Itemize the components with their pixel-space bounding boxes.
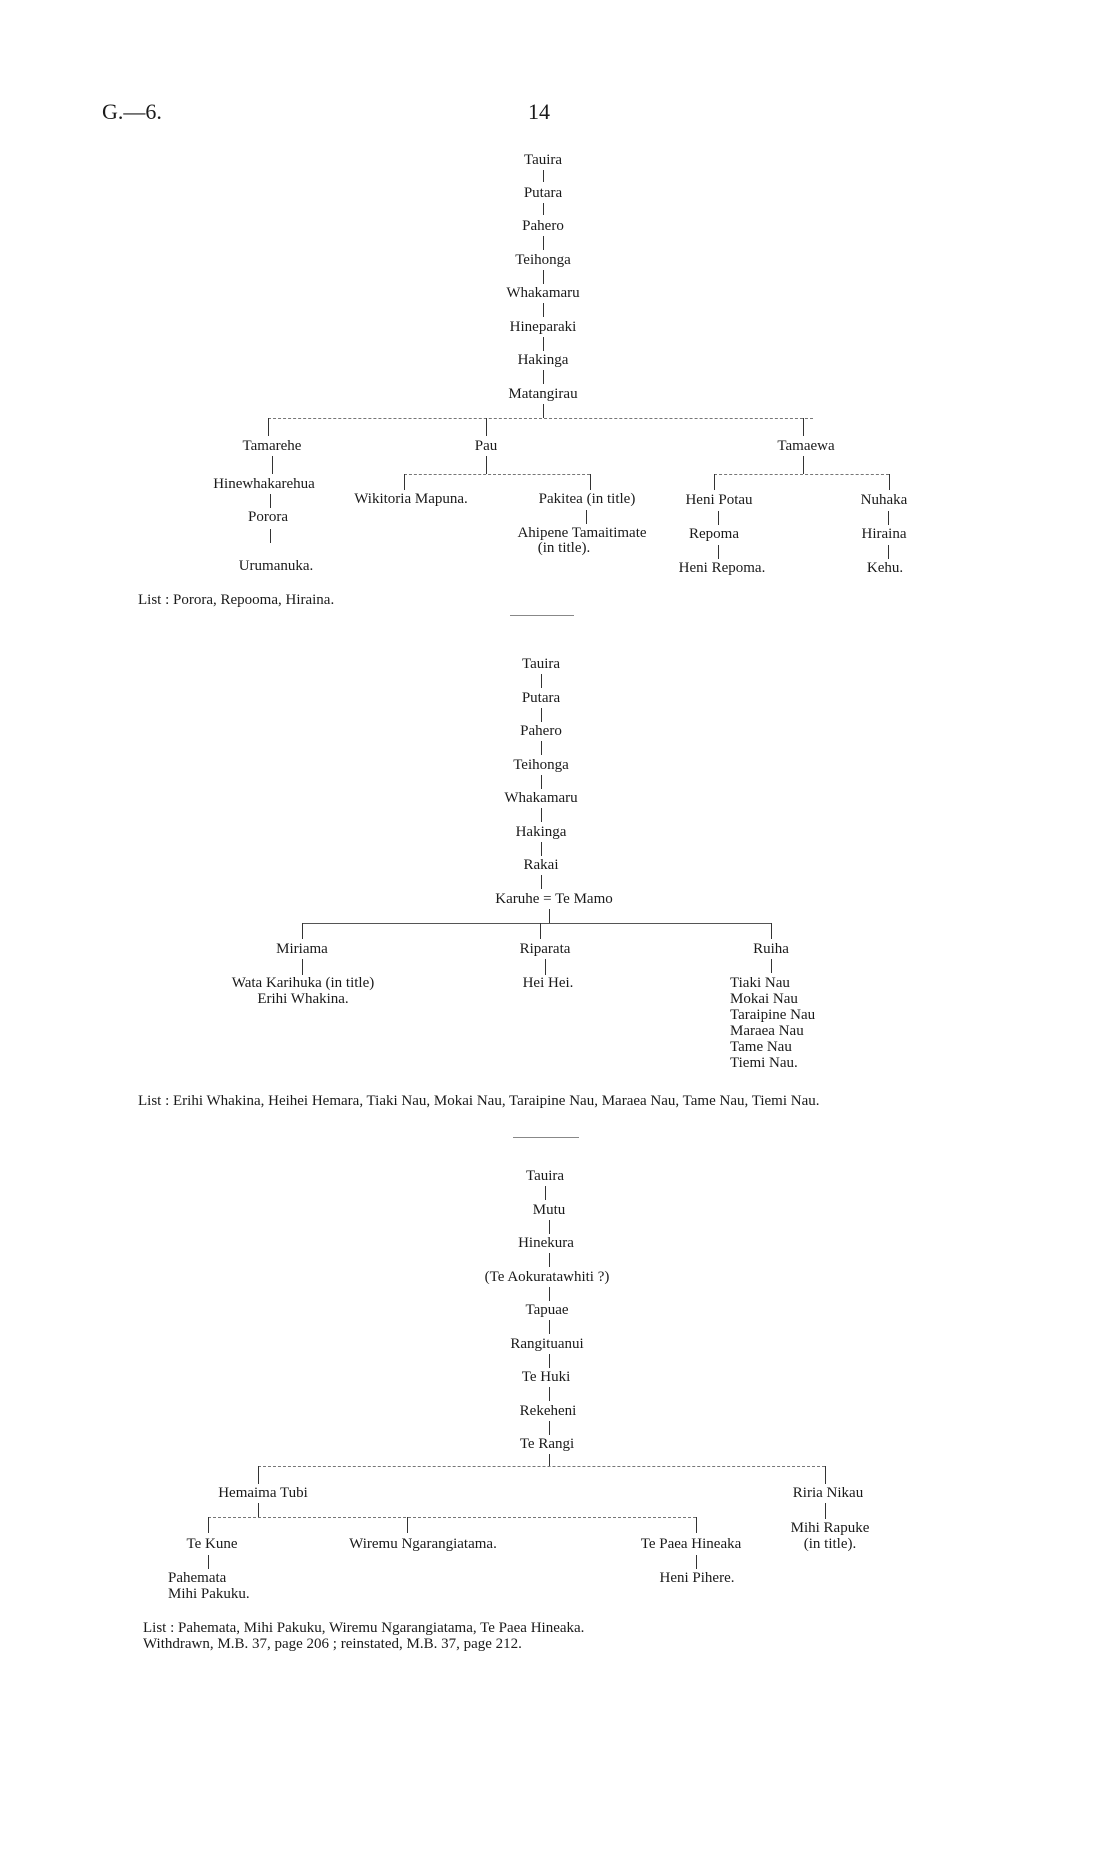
tree1-connector [272,456,273,474]
tree1-pau: Pau [474,438,498,454]
tree1-descendant: Heni Potau [685,492,753,508]
tree3-connector [825,1503,826,1519]
tree1-tamaewa: Tamaewa [777,438,835,454]
tree1-line-name: Putara [523,185,563,201]
tree1-connector [404,474,405,490]
tree2-line-name: Whakamaru [504,790,578,806]
tree3-connector [549,1454,550,1466]
tree2-connector [540,923,541,939]
tree1-connector [543,370,544,384]
tree2-line-name: Rakai [523,857,559,873]
tree1-descendant: Repoma [689,526,739,542]
tree3-descendant: Wiremu Ngarangiatama. [349,1536,497,1552]
tree1-connector [543,203,544,215]
tree3-connector [258,1503,259,1517]
tree1-connector [268,418,269,436]
tree3-line-name: Rekeheni [519,1403,577,1419]
tree3-descendant: Mihi Pakuku. [168,1586,250,1602]
tree3-withdrawal-note: Withdrawn, M.B. 37, page 206 ; reinstated, M.B. 37, page 212. [143,1636,522,1652]
tree3-connector [549,1421,550,1435]
tree2-line-name: Teihonga [513,757,569,773]
tree1-connector [714,474,715,490]
tree1-connector [888,511,889,525]
tree2-connector [541,708,542,722]
tree2-connector [771,959,772,973]
tree3-connector [549,1387,550,1401]
tree1-connector [888,545,889,559]
tree1-line-name: Tauira [523,152,563,168]
section-separator [510,615,574,616]
tree2-descendant: Hei Hei. [522,975,574,991]
tree3-connector [549,1253,550,1267]
tree2-miriama: Miriama [276,941,328,957]
tree3-connector [208,1517,209,1533]
tree2-connector [541,842,542,856]
tree2-connector [545,959,546,975]
tree2-line-name: Pahero [520,723,562,739]
tree3-sibling-bar [208,1517,696,1518]
tree2-connector [541,875,542,889]
tree1-connector [543,303,544,317]
tree2-sibling-bar [302,923,771,924]
tree1-line-name: Matangirau [508,386,578,402]
tree3-riria: Riria Nikau [792,1485,864,1501]
tree1-connector [543,236,544,250]
tree1-connector [590,474,591,490]
tree1-line-name: Pahero [522,218,564,234]
tree1-descendant: Hiraina [861,526,907,542]
page-number: 14 [528,99,550,124]
tree1-connector [543,170,544,182]
tree2-descendant: Wata Karihuka (in title) [231,975,375,991]
document-series: G.—6. [102,99,162,124]
tree1-connector [803,456,804,474]
tree3-connector [549,1220,550,1234]
tree3-descendant: Pahemata [168,1570,227,1586]
tree3-connector [825,1466,826,1484]
tree1-line-name: Whakamaru [506,285,580,301]
tree1-connector [543,404,544,418]
tree1-connector [803,418,804,436]
tree1-connector [718,511,719,525]
tree1-list: List : Porora, Repooma, Hiraina. [138,592,335,608]
tree3-connector [407,1517,408,1533]
tree3-connector [696,1517,697,1533]
tree1-descendant: Hinewhakarehua [213,476,315,492]
tree1-descendant: Ahipene Tamaitimate [517,525,647,541]
tree2-connector [771,923,772,939]
tree3-connector [696,1555,697,1569]
tree3-connector [258,1466,259,1484]
tree3-connector [545,1186,546,1200]
tree1-note: (in title). [537,540,591,556]
tree3-line-name: Mutu [532,1202,566,1218]
tree2-connector [541,741,542,755]
tree1-connector [586,510,587,524]
tree3-connector [549,1287,550,1301]
tree3-line-name: Te Huki [521,1369,571,1385]
tree1-connector [543,270,544,284]
tree1-connector [486,456,487,474]
tree2-connector [302,959,303,975]
tree1-descendant: Pakitea (in title) [538,491,636,507]
tree2-connector [302,923,303,939]
tree1-descendant: Heni Repoma. [678,560,766,576]
tree2-descendant: Tiemi Nau. [730,1055,798,1071]
tree3-descendant: Te Paea Hineaka [640,1536,742,1552]
tree3-descendant: Mihi Rapuke [790,1520,870,1536]
tree2-line-name: Karuhe = Te Mamo [495,891,613,907]
section-separator [513,1137,579,1138]
tree3-line-name: Te Rangi [519,1436,575,1452]
tree1-sibling-bar [404,474,590,475]
tree1-line-name: Hineparaki [509,319,577,335]
tree1-sibling-bar [714,474,889,475]
tree1-connector [543,337,544,351]
tree1-connector [270,494,271,508]
tree2-descendant: Maraea Nau [730,1023,804,1039]
tree2-connector [541,674,542,688]
tree1-descendant: Urumanuka. [238,558,314,574]
tree3-line-name: (Te Aokuratawhiti ?) [484,1269,610,1285]
tree1-connector [486,418,487,436]
tree3-list: List : Pahemata, Mihi Pakuku, Wiremu Ngarangiatama, Te Paea Hineaka. [143,1620,585,1636]
tree1-sibling-bar [268,418,813,419]
tree2-descendant: Tame Nau [730,1039,792,1055]
tree2-line-name: Putara [521,690,561,706]
tree3-connector [549,1320,550,1334]
tree2-line-name: Tauira [521,656,561,672]
tree1-connector [889,474,890,490]
tree2-descendant: Taraipine Nau [730,1007,816,1023]
tree3-line-name: Rangituanui [510,1336,584,1352]
tree3-line-name: Hinekura [518,1235,574,1251]
tree3-note: (in title). [803,1536,857,1552]
tree2-descendant: Erihi Whakina. [257,991,349,1007]
tree1-connector [270,529,271,543]
tree3-line-name: Tauira [525,1168,565,1184]
tree1-descendant: Wikitoria Mapuna. [354,491,468,507]
tree1-tamarehe: Tamarehe [242,438,302,454]
tree3-line-name: Tapuae [525,1302,569,1318]
tree3-connector [208,1555,209,1569]
tree1-line-name: Hakinga [517,352,569,368]
tree3-connector [549,1354,550,1368]
tree2-line-name: Hakinga [515,824,567,840]
tree2-riparata: Riparata [519,941,571,957]
tree2-ruiha: Ruiha [753,941,789,957]
tree1-descendant: Kehu. [866,560,904,576]
tree1-descendant: Nuhaka [860,492,908,508]
tree2-list: List : Erihi Whakina, Heihei Hemara, Tiaki Nau, Mokai Nau, Taraipine Nau, Maraea Nau, Tame Nau, Tiemi Nau. [138,1093,820,1109]
tree1-line-name: Teihonga [515,252,571,268]
tree3-sibling-bar [258,1466,825,1467]
tree3-descendant: Te Kune [186,1536,238,1552]
tree2-connector [541,808,542,822]
tree1-descendant: Porora [248,509,288,525]
tree1-connector [718,545,719,559]
tree2-descendant: Tiaki Nau [730,975,790,991]
tree3-descendant: Heni Pihere. [659,1570,735,1586]
tree2-connector [541,775,542,789]
tree3-hemaima: Hemaima Tubi [218,1485,308,1501]
tree2-connector [549,909,550,923]
tree2-descendant: Mokai Nau [730,991,798,1007]
